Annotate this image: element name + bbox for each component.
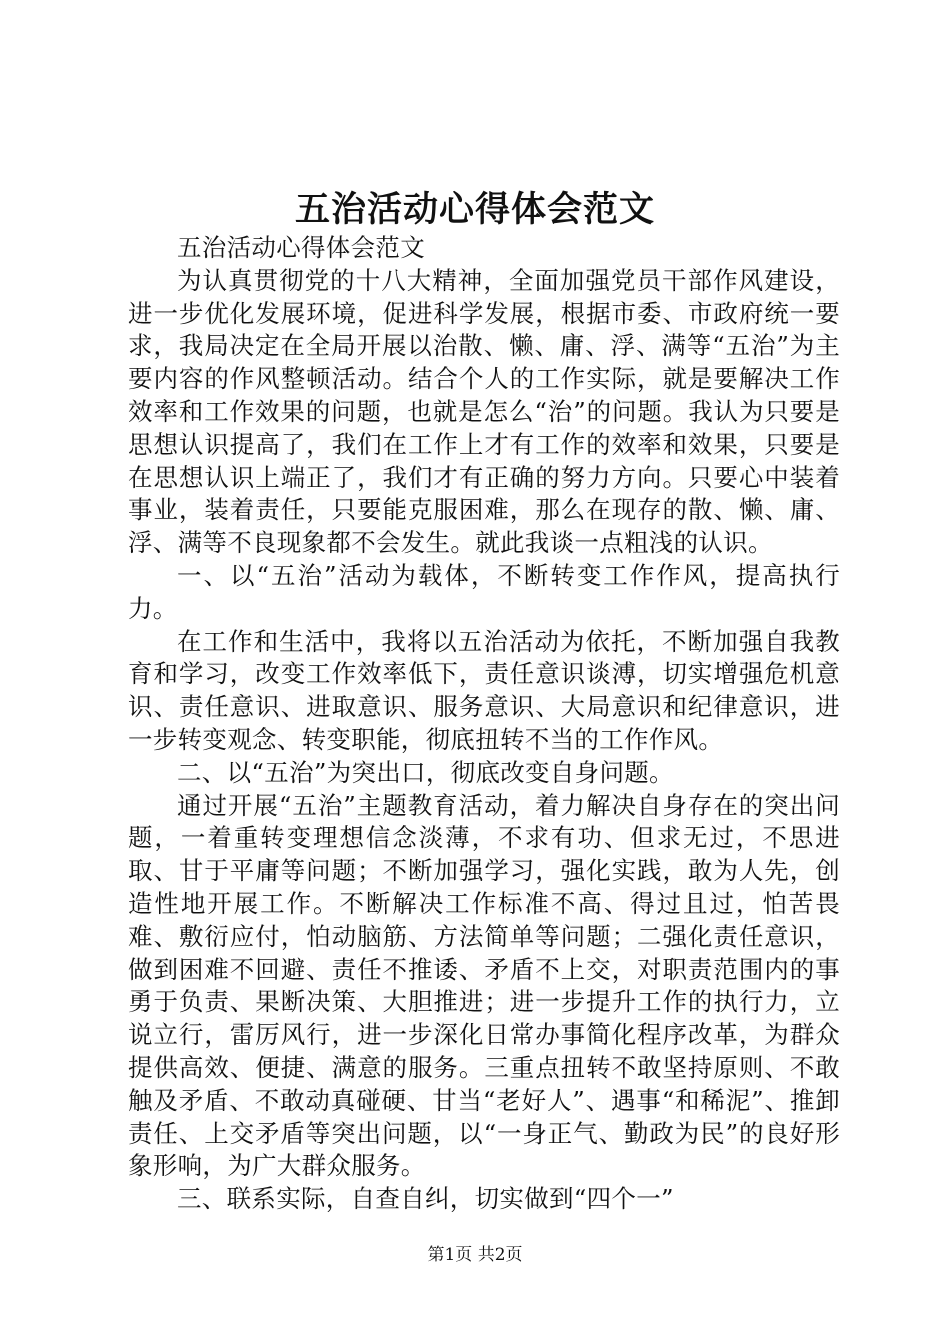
paragraph-intro: 为认真贯彻党的十八大精神，全面加强党员干部作风建设，进一步优化发展环境，促进科学发展，根据市委、市政府统一要求，我局决定在全局开展以治散、懒、庸、浮、满等“五治”为主要内容的作风整顿活动。结合个人的工作实际，就是要解决工作效率和工作效果的问题，也就是怎么“治”的问题。我认为只要是思想认识提高了，我们在工作上才有工作的效率和效果，只要是在思想认识上端正了，我们才有正确的努力方向。只要心中装着事业，装着责任，只要能克服困难，那么在现存的散、懒、庸、浮、满等不良现象都不会发生。就此我谈一点粗浅的认识。 xyxy=(128,265,840,558)
paragraph-section-1: 在工作和生活中，我将以五治活动为依托，不断加强自我教育和学习，改变工作效率低下，责任意识谈溥，切实增强危机意识、责任意识、进取意识、服务意识、大局意识和纪律意识，进一步转变观念、转变职能，彻底扭转不当的工作作风。 xyxy=(128,626,840,754)
section-heading-3: 三、联系实际，自查自纠，切实做到“四个一” xyxy=(177,1184,674,1214)
section-heading-1: 一、以“五治”活动为载体，不断转变工作作风，提高执行力。 xyxy=(128,560,840,623)
page-footer: 第1页 共2页 xyxy=(427,1245,523,1265)
section-heading-2: 二、以“五治”为突出口，彻底改变自身问题。 xyxy=(177,757,674,787)
paragraph-section-2: 通过开展“五治”主题教育活动，着力解决自身存在的突出问题，一着重转变理想信念淡薄，不求有功、但求无过，不思进取、甘于平庸等问题；不断加强学习，强化实践，敢为人先，创造性地开展工作。不断解决工作标准不高、得过且过，怕苦畏难、敷衍应付，怕动脑筋、方法简单等问题；二强化责任意识，做到困难不回避、责任不推诿、矛盾不上交，对职责范围内的事勇于负责、果断决策、大胆推进；进一步提升工作的执行力，立说立行，雷厉风行，进一步深化日常办事简化程序改革，为群众提供高效、便捷、满意的服务。三重点扭转不敢坚持原则、不敢触及矛盾、不敢动真碰硬、甘当“老好人”、遇事“和稀泥”、推卸责任、上交矛盾等突出问题，以“一身正气、勤政为民”的良好形象形响，为广大群众服务。 xyxy=(128,790,840,1181)
paragraph-heading-repeat: 五治活动心得体会范文 xyxy=(177,233,425,262)
document-body xyxy=(128,232,840,1216)
document-title: 五治活动心得体会范文 xyxy=(294,189,655,230)
